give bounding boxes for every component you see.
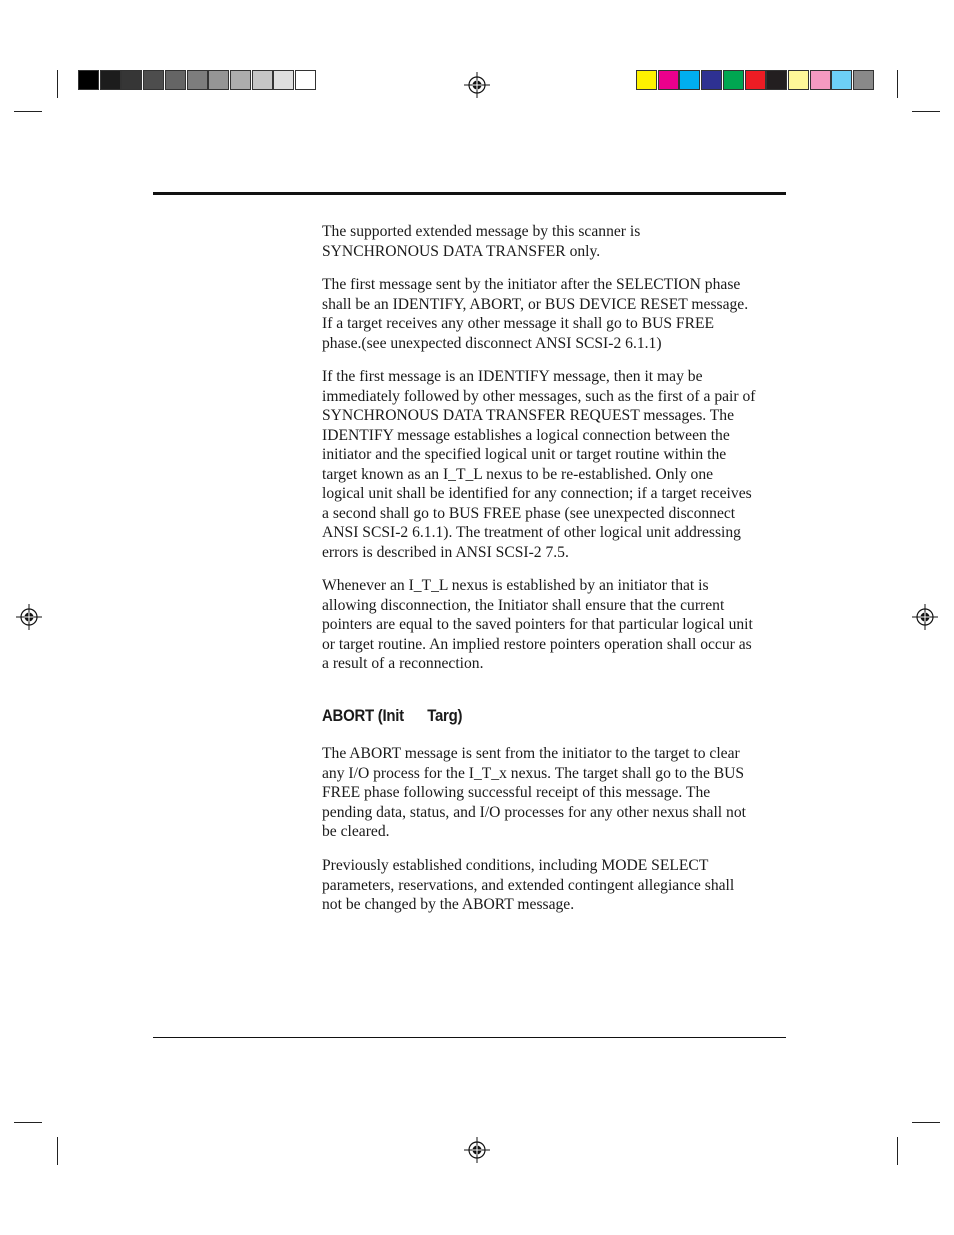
- color-swatch: [853, 70, 874, 90]
- body-paragraph: [322, 856, 790, 915]
- color-swatch: [143, 70, 164, 90]
- color-swatch: [273, 70, 294, 90]
- body-paragraph: [322, 576, 790, 674]
- color-swatch: [252, 70, 273, 90]
- color-swatch: [208, 70, 229, 90]
- crop-mark: [897, 70, 898, 98]
- crop-mark: [14, 111, 42, 112]
- crop-mark: [897, 1137, 898, 1165]
- paragraph-text: The ABORT message is sent from the initiator to the target to clear any I/O process for the I_T_x nexus. The target shall go to the BUS FREE phase following successful receipt of this message. The pending data, status, and I/O processes for any other nexus shall not be cleared.: [322, 745, 746, 840]
- color-swatch: [788, 70, 809, 90]
- crop-mark: [57, 70, 58, 98]
- paragraph-text: The first message sent by the initiator after the SELECTION phase shall be an IDENTIFY, ABORT, or BUS DEVICE RESET message. If a target receives any other message it shall go to BUS FREE phase.(see unexpected disconnect ANSI SCSI-2 6.1.1): [322, 276, 749, 352]
- paragraph-text: Previously established conditions, including MODE SELECT parameters, reservations, and extended contingent allegiance shall not be changed by the ABORT message.: [322, 857, 735, 913]
- body-paragraph: [322, 275, 790, 353]
- crop-mark: [912, 111, 940, 112]
- crop-mark: [14, 1122, 42, 1123]
- footer-rule: [153, 1037, 786, 1038]
- paragraph-text: The supported extended message by this scanner is SYNCHRONOUS DATA TRANSFER only.: [322, 223, 641, 260]
- color-swatch: [187, 70, 208, 90]
- color-swatch: [766, 70, 787, 90]
- section-heading: ABORT (Init Targ): [322, 706, 463, 725]
- color-swatch: [636, 70, 657, 90]
- color-swatch: [78, 70, 99, 90]
- body-paragraph: [322, 222, 790, 261]
- color-swatch: [295, 70, 316, 90]
- crosshair-target-icon: [464, 72, 490, 98]
- paragraph-text: If the first message is an IDENTIFY message, then it may be immediately followed by other messages, such as the first of a pair of SYNCHRONOUS DATA TRANSFER REQUEST messages. The IDENTIFY message establishes a logical connection between the initiator and the specified logical unit or target routine within the target known as an I_T_L nexus to be re-established. Only one logical unit shall be identified for any connection; if a target receives a second shall go to BUS FREE phase (see unexpected disconnect ANSI SCSI-2 6.1.1). The treatment of other logical unit addressing errors is described in ANSI SCSI-2 7.5.: [322, 368, 756, 561]
- color-swatch: [723, 70, 744, 90]
- color-swatch: [831, 70, 852, 90]
- color-swatch: [165, 70, 186, 90]
- crop-mark: [912, 1122, 940, 1123]
- color-swatch: [121, 70, 142, 90]
- color-swatch: [658, 70, 679, 90]
- body-paragraph: [322, 367, 790, 562]
- paragraph-text: Whenever an I_T_L nexus is established by an initiator that is allowing disconnection, the Initiator shall ensure that the current pointers are equal to the saved pointers for that particular logical unit or target routine. An implied restore pointers operation shall occur as a result of a reconnection.: [322, 577, 753, 672]
- color-swatch: [745, 70, 766, 90]
- crop-mark: [57, 1137, 58, 1165]
- color-swatch: [810, 70, 831, 90]
- body-paragraph: [322, 744, 790, 842]
- color-swatch: [100, 70, 121, 90]
- crosshair-target-icon: [912, 604, 938, 630]
- color-swatch: [679, 70, 700, 90]
- crosshair-target-icon: [464, 1137, 490, 1163]
- color-swatch: [701, 70, 722, 90]
- crosshair-target-icon: [16, 604, 42, 630]
- color-swatch: [230, 70, 251, 90]
- header-rule: [153, 192, 786, 195]
